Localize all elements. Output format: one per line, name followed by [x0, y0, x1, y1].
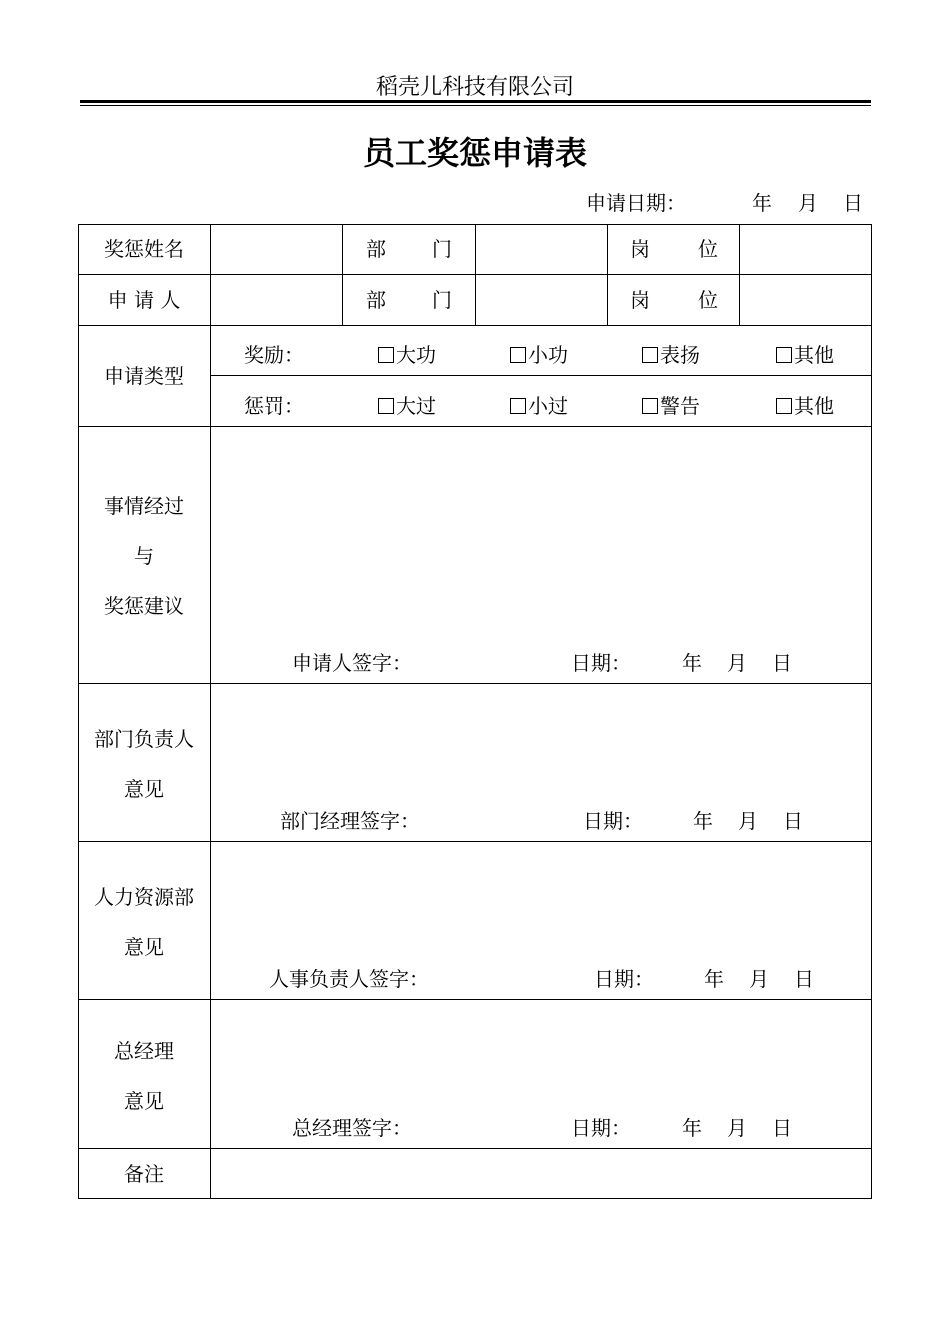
- gm-label-line-2: 意见: [124, 1089, 164, 1113]
- header-rule-thick: [80, 100, 871, 103]
- applicant-field[interactable]: [211, 275, 342, 325]
- event-date-year: 年: [682, 651, 702, 675]
- dept-date-day: 日: [783, 809, 803, 833]
- hr-signature-label: 人事负责人签字：: [269, 967, 429, 991]
- checkbox-icon[interactable]: [776, 347, 792, 363]
- hr-date-month: 月: [749, 967, 769, 991]
- grid-line: [78, 1198, 872, 1199]
- event-date-day: 日: [772, 651, 792, 675]
- event-date-month: 月: [727, 651, 747, 675]
- department-label-char-2: 门: [432, 237, 452, 261]
- gm-section-label: [78, 1026, 210, 1126]
- employee-name-label: 奖惩姓名: [104, 237, 184, 261]
- position-label-char-2: 位: [698, 288, 718, 312]
- application-type-label: 申请类型: [104, 364, 184, 388]
- penalty-option-major-demerit[interactable]: 大过: [378, 390, 436, 419]
- applicant-label: 申 请 人: [107, 288, 181, 312]
- reward-label: 奖励：: [244, 343, 304, 367]
- penalty-option-minor-demerit[interactable]: 小过: [510, 390, 568, 419]
- reward-option-minor-merit[interactable]: 小功: [510, 339, 568, 368]
- applicant-signature-label: 申请人签字：: [292, 651, 412, 675]
- form-title: 员工奖惩申请表: [362, 134, 587, 172]
- event-content-field[interactable]: [211, 427, 871, 637]
- applicant-position-label: [630, 275, 718, 325]
- event-date-label: 日期：: [571, 651, 631, 675]
- gm-opinion-field[interactable]: [211, 1000, 871, 1100]
- grid-line: [210, 375, 872, 376]
- dept-manager-signature-label: 部门经理签字：: [280, 809, 420, 833]
- dept-label-line-2: 意见: [124, 777, 164, 801]
- employee-position-label: [630, 224, 718, 274]
- gm-date-label: 日期：: [571, 1116, 631, 1140]
- employee-department-label: [366, 224, 452, 274]
- hr-date-label: 日期：: [594, 967, 654, 991]
- department-label-char-1: 部: [366, 237, 386, 261]
- employee-position-field[interactable]: [740, 225, 871, 274]
- hr-label-line-1: 人力资源部: [94, 885, 194, 909]
- grid-line: [871, 224, 872, 1199]
- dept-opinion-field[interactable]: [211, 684, 871, 794]
- dept-date-month: 月: [738, 809, 758, 833]
- checkbox-icon[interactable]: [642, 398, 658, 414]
- event-section-label: [78, 481, 210, 631]
- application-date-day: 日: [843, 191, 863, 215]
- event-label-line-1: 事情经过: [104, 494, 184, 518]
- company-name: 稻壳儿科技有限公司: [375, 75, 574, 100]
- employee-department-field[interactable]: [476, 225, 607, 274]
- dept-label-line-1: 部门负责人: [94, 727, 194, 751]
- checkbox-icon[interactable]: [378, 347, 394, 363]
- department-label-char-1: 部: [366, 288, 386, 312]
- grid-line: [607, 224, 608, 325]
- applicant-department-label: [366, 275, 452, 325]
- checkbox-icon[interactable]: [776, 398, 792, 414]
- gm-label-line-1: 总经理: [114, 1039, 174, 1063]
- dept-section-label: [78, 714, 210, 814]
- hr-opinion-field[interactable]: [211, 842, 871, 952]
- application-date-label: 申请日期：: [586, 191, 686, 215]
- reward-option-major-merit[interactable]: 大功: [378, 339, 436, 368]
- grid-line: [342, 224, 343, 325]
- dept-date-label: 日期：: [583, 809, 643, 833]
- hr-label-line-2: 意见: [124, 935, 164, 959]
- hr-date-day: 日: [794, 967, 814, 991]
- remarks-field[interactable]: [211, 1149, 871, 1198]
- dept-date-year: 年: [693, 809, 713, 833]
- reward-option-other[interactable]: 其他: [776, 339, 834, 368]
- hr-date-year: 年: [704, 967, 724, 991]
- position-label-char-1: 岗: [630, 237, 650, 261]
- penalty-option-warning[interactable]: 警告: [642, 390, 700, 419]
- application-date-month: 月: [798, 191, 818, 215]
- event-label-line-2: 与: [134, 544, 154, 568]
- checkbox-icon[interactable]: [642, 347, 658, 363]
- employee-name-field[interactable]: [211, 225, 342, 274]
- checkbox-icon[interactable]: [510, 347, 526, 363]
- header-rule-thin: [80, 105, 871, 106]
- position-label-char-1: 岗: [630, 288, 650, 312]
- applicant-department-field[interactable]: [476, 275, 607, 325]
- checkbox-icon[interactable]: [510, 398, 526, 414]
- department-label-char-2: 门: [432, 288, 452, 312]
- event-label-line-3: 奖惩建议: [104, 594, 184, 618]
- applicant-position-field[interactable]: [740, 275, 871, 325]
- application-date-year: 年: [752, 191, 772, 215]
- gm-signature-label: 总经理签字：: [292, 1116, 412, 1140]
- gm-date-year: 年: [682, 1116, 702, 1140]
- hr-section-label: [78, 872, 210, 972]
- penalty-label: 惩罚：: [244, 394, 304, 418]
- reward-option-commendation[interactable]: 表扬: [642, 339, 700, 368]
- checkbox-icon[interactable]: [378, 398, 394, 414]
- gm-date-day: 日: [772, 1116, 792, 1140]
- gm-date-month: 月: [727, 1116, 747, 1140]
- penalty-option-other[interactable]: 其他: [776, 390, 834, 419]
- remarks-label: 备注: [124, 1161, 164, 1186]
- position-label-char-2: 位: [698, 237, 718, 261]
